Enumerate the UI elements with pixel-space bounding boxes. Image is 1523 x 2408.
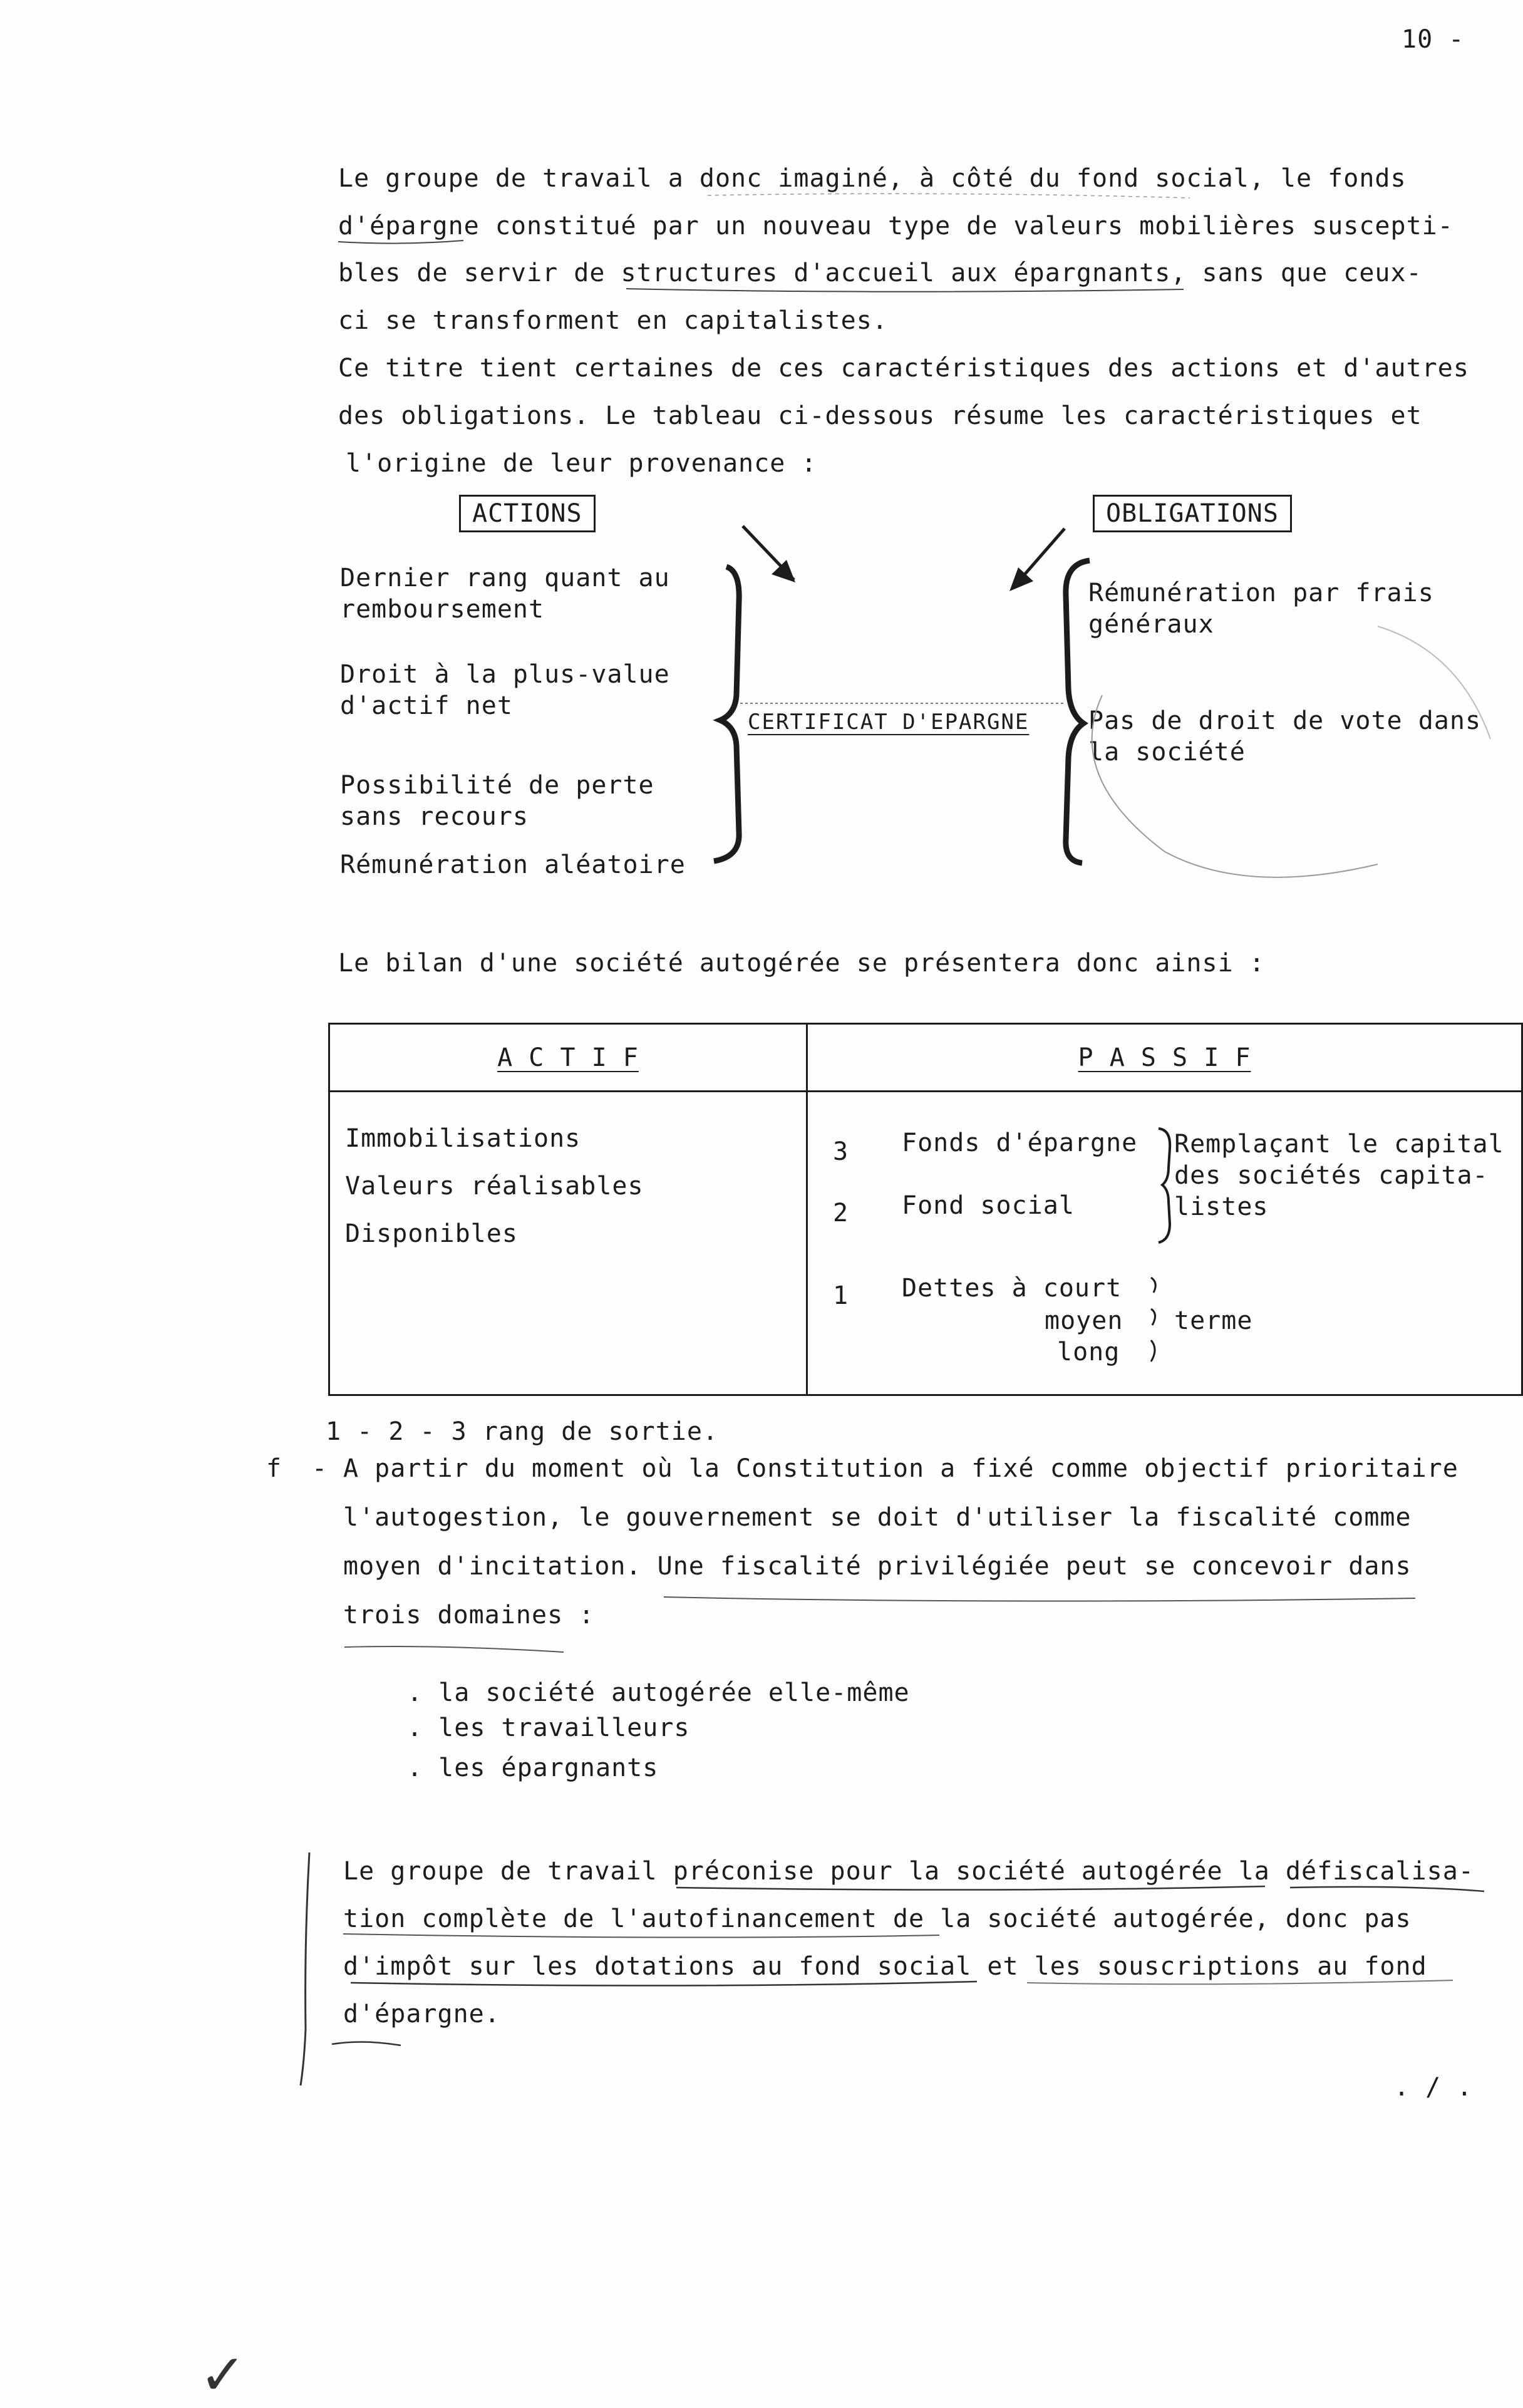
actions-item-line: Droit à la plus-value [340, 660, 670, 689]
dettes-term: terme [1174, 1306, 1253, 1335]
obligations-item-line: la société [1088, 738, 1246, 767]
actif-item: Disponibles [345, 1219, 518, 1248]
continuation-mark: . / . [1394, 2073, 1473, 2102]
rank-note: 1 - 2 - 3 rang de sortie. [326, 1417, 719, 1446]
obligations-item-line: généraux [1088, 610, 1214, 639]
paragraph-line: Ce titre tient certaines de ces caractéristiques des actions et d'autres [338, 354, 1469, 383]
actions-item-line: sans recours [340, 802, 529, 831]
closing-line: Le groupe de travail préconise pour la société autogérée la défiscalisa- [343, 1857, 1474, 1886]
actions-item-line: remboursement [340, 595, 545, 624]
obligations-item-line: Rémunération par frais [1088, 579, 1434, 607]
obligations-box: OBLIGATIONS [1093, 495, 1292, 532]
bullet-text: les travailleurs [438, 1713, 690, 1742]
rank-number: 2 [833, 1199, 849, 1227]
section-f-line: moyen d'incitation. Une fiscalité privilégiée peut se concevoir dans [343, 1552, 1412, 1581]
hand-underline [676, 1886, 1265, 1890]
bullet-dot: . [407, 1754, 439, 1782]
section-marker: f [266, 1454, 282, 1483]
bullet-dot: . [407, 1678, 439, 1707]
hand-underline [1027, 1980, 1453, 1984]
dettes-moyen: moyen [1045, 1306, 1123, 1335]
obligations-item-line: Pas de droit de vote dans [1088, 706, 1482, 735]
actif-item: Valeurs réalisables [345, 1172, 644, 1201]
bullet-dot: . [407, 1713, 439, 1742]
paragraph-line: des obligations. Le tableau ci-dessous résume les caractéristiques et [338, 401, 1422, 430]
paragraph-line: l'origine de leur provenance : [346, 449, 817, 478]
paragraph-line: d'épargne constitué par un nouveau type de valeurs mobilières suscepti- [338, 212, 1453, 240]
actions-item-line: Dernier rang quant au [340, 564, 670, 592]
margin-check-text: ✓ [199, 2342, 247, 2408]
bilan-intro: Le bilan d'une société autogérée se présentera donc ainsi : [338, 949, 1265, 978]
capital-note-line: des sociétés capita- [1174, 1161, 1489, 1190]
capital-note-line: listes [1174, 1192, 1269, 1221]
paragraph-line: Le groupe de travail a donc imaginé, à côté du fond social, le fonds [338, 164, 1407, 193]
section-dash: - [312, 1454, 328, 1483]
dettes-label: Dettes à court [902, 1274, 1122, 1303]
actions-item-line: d'actif net [340, 691, 513, 720]
passif-header: P A S S I F [1078, 1043, 1251, 1072]
section-f-line: trois domaines : [343, 1601, 595, 1630]
certificat-label: CERTIFICAT D'EPARGNE [748, 710, 1030, 735]
hand-underline [332, 2042, 401, 2045]
margin-bar [301, 1853, 309, 2085]
closing-line: d'épargne. [343, 2000, 500, 2028]
fond-social-label: Fond social [902, 1191, 1075, 1220]
section-f-line: A partir du moment où la Constitution a fixé comme objectif prioritaire [343, 1454, 1458, 1483]
rank-number: 1 [833, 1281, 849, 1310]
actions-item-line: Possibilité de perte [340, 771, 654, 800]
closing-line: tion complète de l'autofinancement de la société autogérée, donc pas [343, 1904, 1412, 1933]
fonds-epargne-label: Fonds d'épargne [902, 1129, 1138, 1157]
bullet-text: la société autogérée elle-même [438, 1678, 910, 1707]
hand-underline [1290, 1887, 1484, 1891]
actions-item: Rémunération aléatoire [340, 850, 686, 879]
capital-note-line: Remplaçant le capital [1174, 1130, 1504, 1159]
rank-number: 3 [833, 1137, 849, 1166]
hand-underline [343, 1934, 939, 1938]
paragraph-line: bles de servir de structures d'accueil aux épargnants, sans que ceux- [338, 259, 1422, 287]
actif-header: A C T I F [497, 1043, 639, 1072]
section-f-line: l'autogestion, le gouvernement se doit d'utiliser la fiscalité comme [343, 1503, 1412, 1532]
closing-line: d'impôt sur les dotations au fond social et les souscriptions au fond [343, 1952, 1427, 1981]
paragraph-line: ci se transforment en capitalistes. [338, 306, 888, 335]
hand-underline [351, 1982, 977, 1986]
dettes-long: long [1057, 1338, 1120, 1367]
actif-item: Immobilisations [345, 1124, 581, 1153]
bullet-text: les épargnants [438, 1754, 659, 1782]
page-number: 10 - [1402, 25, 1465, 54]
actions-box: ACTIONS [459, 495, 596, 532]
